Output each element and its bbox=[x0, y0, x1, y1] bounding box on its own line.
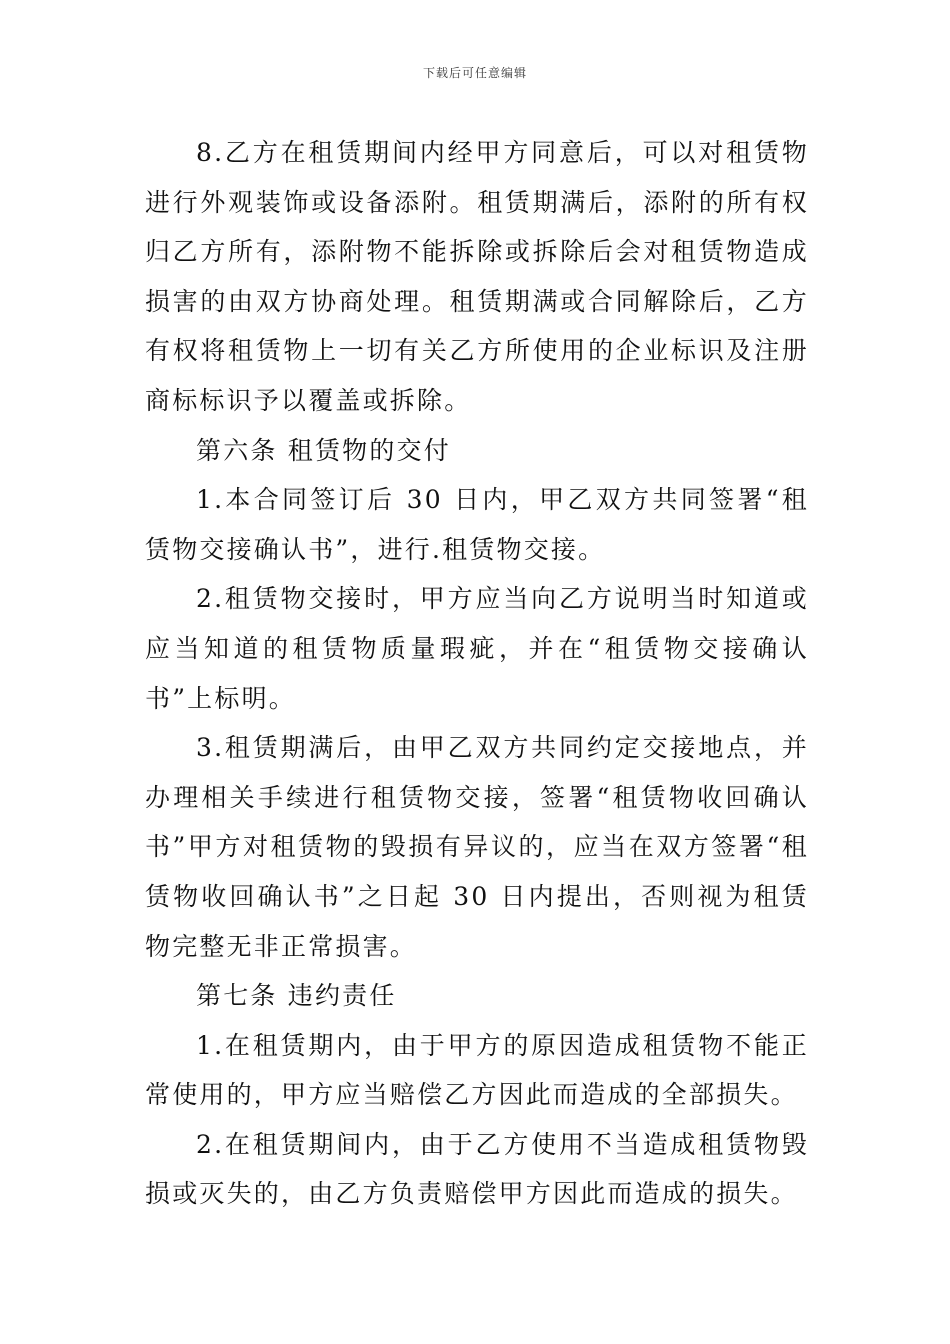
page-header: 下载后可任意编辑 bbox=[422, 66, 527, 80]
document-body bbox=[145, 128, 809, 1219]
clause-5-item-8: 8.乙方在租赁期间内经甲方同意后，可以对租赁物进行外观装饰或设备添附。租赁期满后，添附的所有权归乙方所有，添附物不能拆除或拆除后会对租赁物造成损害的由双方协商处理。租赁期满或合同解除后，乙方有权将租赁物上一切有关乙方所使用的企业标识及注册商标标识予以覆盖或拆除。 bbox=[145, 138, 809, 415]
article-6-item-3: 3.租赁期满后，由甲乙双方共同约定交接地点，并办理相关手续进行租赁物交接，签署“租赁物收回确认书”甲方对租赁物的毁损有异议的，应当在双方签署“租赁物收回确认书”之日起 30 日内提出，否则视为租赁物完整无非正常损害。 bbox=[145, 733, 809, 961]
article-7-item-1: 1.在租赁期内，由于甲方的原因造成租赁物不能正常使用的，甲方应当赔偿乙方因此而造成的全部损失。 bbox=[145, 1030, 809, 1110]
article-7-item-2: 2.在租赁期间内，由于乙方使用不当造成租赁物毁损或灭失的，由乙方负责赔偿甲方因此而造成的损失。 bbox=[145, 1129, 809, 1209]
article-6-item-1: 1.本合同签订后 30 日内，甲乙双方共同签署“租赁物交接确认书”，进行.租赁物交接。 bbox=[145, 485, 809, 564]
article-6-item-2: 2.租赁物交接时，甲方应当向乙方说明当时知道或应当知道的租赁物质量瑕疵，并在“租赁物交接确认书”上标明。 bbox=[145, 584, 809, 713]
article-6-heading: 第六条 租赁物的交付 bbox=[196, 435, 451, 465]
article-7-heading: 第七条 违约责任 bbox=[196, 981, 397, 1011]
